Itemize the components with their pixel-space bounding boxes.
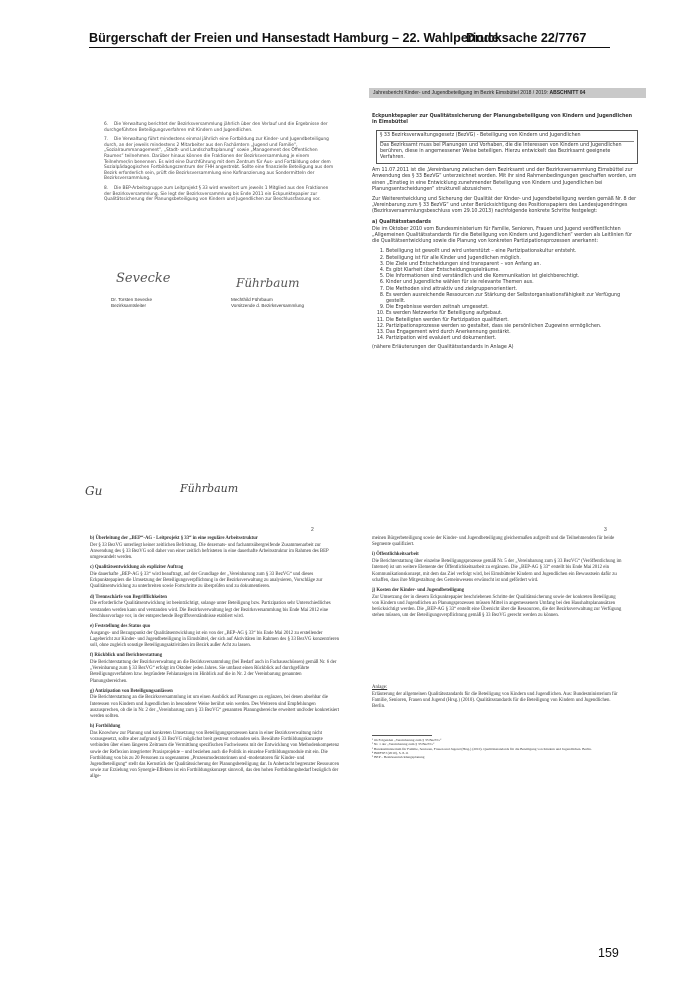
list-item: 6. Die Verwaltung berichtet der Bezirksversammlung jährlich über den Verlauf und die Ergebnisse der durchgeführten Beteiligungsverfahren mit Kindern und Jugendlichen. bbox=[104, 122, 328, 133]
section: i) Öffentlichkeitsarbeit Die Berichterstattung über einzelne Beteiligungsprozesse gemäß Nr. 5 der „Vereinbarung zum § 33 BezVG“ (Veröffentlichung im Internet) ist um weitere Elemente der Öffentlichkeitsarbeit zu ergänzen. Die „BEP-AG § 33“ erstellt bis Ende Mai 2012 ein Kommunikationskonzept, mit dem das Ziel verfolgt wird, bei Eimsbütteler Kindern und Jugendlichen ein Bewusstsein dafür zu schaffen, dass ihre Mitgestaltung des Gemeinwesens erwünscht ist und gefördert wird. bbox=[372, 552, 622, 583]
paragraph: Die im Oktober 2010 vom Bundesministerium für Familie, Senioren, Frauen und Jugend veröffentlichten „Allgemeinen Qualitätsstandards für die Beteiligung von Kindern und Jugendlichen“ werden als Leitlinien für die Qualitätsentwicklung sowie die Planung von konkreten Partizipationsprozessen anerkannt: bbox=[372, 226, 632, 245]
drucksache-number: Drucksache 22/7767 bbox=[466, 31, 587, 45]
list-item: 3. Die Ziele und Entscheidungen sind transparent – von Anfang an. bbox=[386, 262, 638, 268]
footnote: ⁵ BEP – Bezirksentwicklungsplanung bbox=[372, 755, 425, 760]
paragraph: meinen Bürgerbeteiligung sowie der Kinder- und Jugendbeteiligung gleichermaßen aufgreift und die Teilnehmenden für beide Segmente qualifiziert. bbox=[372, 536, 615, 548]
section: h) Fortbildung Das Knowhow zur Planung und konkreten Umsetzung von Beteiligungsprozessen kann in einer Bezirksverwaltung nicht vorausgesetzt, sollte aber aufgrund § 33 BezVG möglichst breit gestreut vorhanden sein. Bewährte Fortbildungskonzepte verbinden über einen längeren Zeitraum die Vermittlung spezifischen Fachwissens mit der Entwicklung von Methodenkompetenz sowie der Reflexion integrierter Praxisprojekte – und beziehen auch die Politik in einzelne Fortbildungsmodule mit ein. Die Fortbildung von bis zu 20 Personen zu sogenannten „Prozessmoderatorinnen und -moderatoren für Kinder- und Jugendbeteiligung“ stellt das Kernstück der Qualitätssicherung der Planungsbeteiligung dar. In Anbetracht begrenzter Ressourcen sowie zur Erzielung von Synergie-Effekten ist ein Fortbildungskonzept sinnvoll, das den hohen Fortbildungsbedarf bezüglich der allge- bbox=[90, 724, 340, 780]
signature-caption-left: Dr. Torsten Sevecke Bezirksamtsleiter bbox=[111, 297, 153, 308]
header-rule bbox=[89, 47, 610, 48]
document-title: Bürgerschaft der Freien und Hansestadt Hamburg – 22. Wahlperiode bbox=[89, 31, 499, 45]
page-number-left: 2 bbox=[311, 527, 314, 533]
list-item: 7. Die Methoden sind attraktiv und zielgruppenorientiert. bbox=[386, 287, 638, 293]
paragraph: Am 11.07.2011 ist die „Vereinbarung zwischen dem Bezirksamt und der Bezirksversammlung Eimsbüttel zur Anwendung des § 33 BezVG“ unterzeichnet worden. Mit ihr sind Rahmenbedingungen geschaffen worden, um einen „Einstieg in eine Entwicklung zunehmender Beteiligung von Kindern und Jugendlichen bei Planungsentscheidungen“ strukturell abzusichern. bbox=[372, 168, 637, 192]
signature-fuehrbaum: Führbaum bbox=[236, 276, 300, 290]
section: d) Trennschärfe von Begrifflichkeiten Die erforderliche Qualitätsentwicklung ist beeinträchtigt, solange unter Beteiligung bzw. Partizipation sehr Unterschiedliches verstanden werden kann und verstanden wird. Die Bezirksverwaltung legt der Bezirksversammlung bis Ende Mai 2012 eine Beschlussvorlage vor, in der entsprechende Begriffsverständnisse etabliert wird. bbox=[90, 594, 331, 619]
section: f) Rückblick und Berichterstattung Die Berichterstattung der Bezirksverwaltung an die Bezirksversammlung (bei Bedarf auch in Fachausschüssen) gemäß Nr. 6 der „Vereinbarung zum § 33 BezVG“ erfolgt im Oktober jeden Jahres. Sie umfasst einen Rückblick auf durchgeführte Beteiligungsverfahren bzw. begründete Fehlanzeigen im Hinblick auf die in Nr. 2 der Vereinbarung genannten Planungsbereichen. bbox=[90, 653, 337, 684]
page-number-right: 3 bbox=[604, 527, 607, 533]
list-item: 5. Die Informationen sind verständlich und die Kommunikation ist gleichberechtigt. bbox=[386, 274, 638, 280]
left-upper-page bbox=[104, 122, 334, 207]
annex: Anlage: Erläuterung der allgemeinen Qualitätsstandards für die Beteiligung von Kindern und Jugendlichen. Aus: Bundesministerium für Familie, Senioren, Frauen und Jugend (Hrsg.) (2010). Qualitätsstandards für die Beteiligung von Kindern und Jugendlichen. Berlin. bbox=[372, 685, 618, 710]
footnote: ⁴ BMFSFJ (2010), S. 8-11 bbox=[372, 751, 409, 756]
list-item: 7. Die Verwaltung führt mindestens einmal jährlich eine Fortbildung zur Kinder- und Jugendbeteiligung durch, an der jeweils mindestens 2 Mitarbeiter aus den Fachämtern „Jugend und Familie“, „Sozialraummanagement“, „Stadt- und Landschaftsplanung“ sowie „Management des Öffentlichen Raumes“ teilnehmen. Darüber hinaus können die Fraktionen der Bezirksversammlung je einem Teilnehmer/in benennen. Es wird eine Durchführung mit dem Zentrum für Aus- und Fortbildung oder dem Sozialpädagogischen Fortbildungszentrum der FHH angestrebt. Sollte eine finanzielle Beteiligung aus dem Bezirk erforderlich sein, prüft die Bezirksversammlung eine Kofinanzierung aus Sondermitteln der Bezirksversammlung. bbox=[104, 137, 334, 182]
section: b) Überleitung der „BEP“-AG - Leitprojekt § 33“ in eine reguläre Arbeitsstruktur Der § 33 BezVG unterliegt keiner zeitlichen Befristung. Die dezernats- und fachamtsübergreifende Zusammenarbeit zur Anwendung des § 33 BezVG soll daher von einer zeitlich befristeten in eine dauerhafte Arbeitsstruktur im Rahmen des BEP umgewandelt werden. bbox=[90, 536, 329, 561]
legal-textbox: § 33 Bezirksverwaltungsgesetz (BezVG) - Beteiligung von Kindern und Jugendlichen Das Bezirksamt muss bei Planungen und Vorhaben, die die Interessen von Kindern und Jugendlichen berühren, diese in angemessener Weise beteiligen. Hierzu entwickelt das Bezirksamt geeignete Verfahren. bbox=[376, 130, 638, 164]
section: j) Kosten der Kinder- und Jugendbeteiligung Zur Umsetzung der in diesem Eckpunktepapier beschriebenen Schritte der Qualitätssicherung sowie der konkreten Beteiligung von Kindern und Jugendlichen an Planungsprozessen müssen Mittel in angemessenem Umfang bei den Haushaltsplanansätzen berücksichtigt werden. Die „BEP-AG § 33“ erstellt eine Übersicht über die Ressourcen, die der Bezirksverwaltung zur Verfügung stehen müssen, um der Beteiligungsverpflichtung gemäß § 33 BezVG gerecht werden zu können. bbox=[372, 587, 622, 619]
list-item: 6. Kinder und Jugendliche wählen für sie relevante Themen aus. bbox=[386, 280, 638, 286]
list-item: 10. Es werden Netzwerke für Beteiligung aufgebaut. bbox=[386, 311, 638, 317]
list-item: 12. Partizipationsprozesse werden so gestaltet, dass sie persönlichen Zugewinn ermöglichen. bbox=[386, 324, 638, 330]
handwritten-signature-bottom: Führbaum bbox=[180, 482, 239, 495]
list-item: 13. Das Engagement wird durch Anerkennung gestärkt. bbox=[386, 330, 638, 336]
subheading: a) Qualitätsstandards bbox=[372, 219, 431, 225]
footnote: ³ Bundesministerium für Familie, Senioren, Frauen und Jugend (Hrsg.) (2010). Qualitätsstandards für die Beteiligung von Kindern und Jugendlichen. Berlin. bbox=[372, 746, 592, 751]
list-item: 8. Es werden ausreichende Ressourcen zur Stärkung der Selbstorganisationsfähigkeit zur Verfügung gestellt. bbox=[386, 293, 638, 305]
signature-caption-right: Mechthild Führbaum Vorsitzende d. Bezirksversammlung bbox=[231, 297, 305, 308]
section-heading: Eckpunktepapier zur Qualitätssicherung der Planungsbeteiligung von Kindern und Jugendlichen in Eimsbüttel bbox=[372, 114, 633, 126]
right-bottom-page bbox=[372, 536, 622, 760]
section-band: Jahresbericht Kinder- und Jugendbeteiligung im Bezirk Eimsbüttel 2018 / 2019: ABSCHNITT 04 bbox=[369, 88, 646, 98]
signature-sevecke: Sevecke bbox=[116, 271, 171, 286]
handwritten-initials-left: Gu bbox=[85, 484, 103, 498]
right-upper-page bbox=[372, 114, 638, 351]
page-number: 159 bbox=[598, 946, 619, 960]
section: c) Qualitätsentwicklung als expliziter Auftrag Die dauerhafte „BEP-AG § 33“ wird beauftragt, auf der Grundlage der „Vereinbarung zum § 33 BezVG“ und dieses Eckpunktepapiers die Umsetzung der Beteiligungsverpflichtung in der Bezirksverwaltung zu analysieren, Vorschläge zur Qualitätsentwicklung zu unterbreiten sowie Fortschritte zu überprüfen und zu dokumentieren. bbox=[90, 565, 323, 590]
section: g) Antizipation von Beteiligungsanlässen Die Berichterstattung an die Bezirksversammlung ist um einen Ausblick auf Planungen zu ergänzen, bei denen absehbar die Interessen von Kindern und Jugendlichen in besonderer Weise berührt sein werden. Des Weiteren sind Empfehlungen auszusprechen, ob die in Nr. 2 der „Vereinbarung zum § 33 BezVG“ genannten Planungsbereiche erweitert und/oder konkretisiert werden sollten. bbox=[90, 688, 340, 720]
list-item: 4. Es gibt Klarheit über Entscheidungsspielräume. bbox=[386, 268, 638, 274]
list-item: 9. Die Ergebnisse werden zeitnah umgesetzt. bbox=[386, 305, 638, 311]
footnote: ¹ im Folgenden „Vereinbarung zum § 33 BezVG“ bbox=[372, 737, 442, 742]
quality-standards-list bbox=[372, 249, 638, 342]
footnote: ² Nr. 1 der „Vereinbarung zum § 33 BezVG“ bbox=[372, 742, 435, 747]
list-note: (nähere Erläuterungen der Qualitätsstandards in Anlage A) bbox=[372, 344, 514, 350]
list-item: 2. Beteiligung ist für alle Kinder und Jugendlichen möglich. bbox=[386, 256, 638, 262]
list-item: 8. Die BEP-Arbeitsgruppe zum Leitprojekt § 33 wird erweitert um jeweils 1 Mitglied aus den Fraktionen der Bezirksversammlung. Sie legt der Bezirksversammlung bis Ende 2011 ein Eckpunktepapier zur Qualitätssicherung der Planungsbeteiligung von Kindern und Jugendlichen zur Beschlussfassung vor. bbox=[104, 185, 329, 203]
list-item: 14. Partizipation wird evaluiert und dokumentiert. bbox=[386, 336, 638, 342]
list-item: 1. Beteiligung ist gewollt und wird unterstützt – eine Partizipationskultur entsteht. bbox=[386, 249, 638, 255]
footnote-rule bbox=[372, 735, 432, 736]
paragraph: Zur Weiterentwicklung und Sicherung der Qualität der Kinder- und Jugendbeteiligung werden gemäß Nr. 8 der „Vereinbarung zum § 33 BezVG“ und unter Berücksichtigung des Positionspapiers des Landesjugendringes (Bezirksversammlungsbeschluss vom 29.10.2013) nachfolgende konkrete Schritte festgelegt: bbox=[372, 197, 637, 215]
left-bottom-page bbox=[90, 536, 340, 785]
section: e) Feststellung des Status quo Ausgangs- und Bezugspunkt der Qualitätsentwicklung ist ein von der „BEP-AG § 33“ bis Ende Mai 2012 zu erstellender Lagebericht zur Kinder- und Jugendbeteiligung in Eimsbüttel, der sich auf Aktivitäten im Rahmen des § 33 BezVG konzentrieren soll, ohne zugleich sonstige Beteiligungsaktivitäten im Bezirk außer Acht zu lassen. bbox=[90, 623, 340, 649]
list-item: 11. Die Beteiligten werden für Partizipation qualifiziert. bbox=[386, 318, 638, 324]
